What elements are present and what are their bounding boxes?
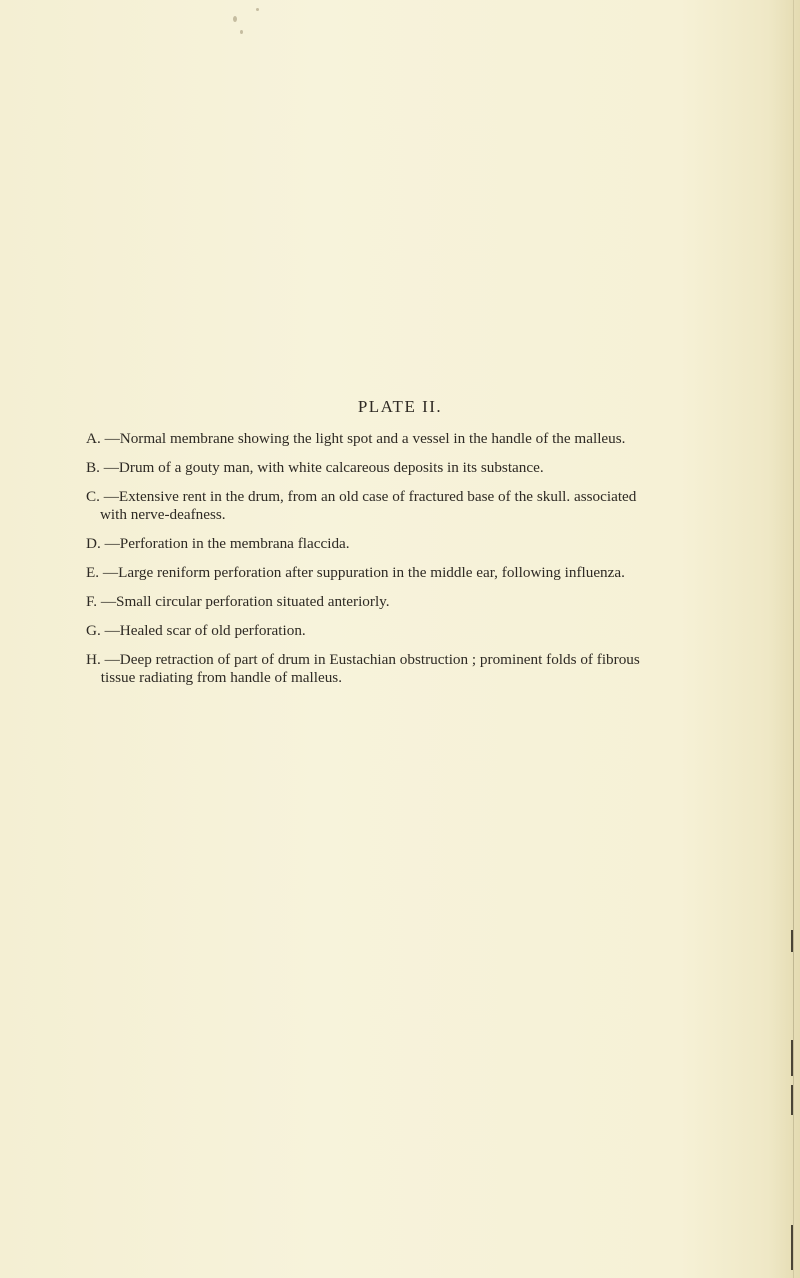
- binding-mark: [791, 1040, 793, 1076]
- paper-speck: [240, 30, 243, 34]
- entry-text: —Perforation in the membrana flaccida.: [104, 535, 350, 552]
- entry-text: —Small circular perforation situated anteriorly.: [100, 593, 390, 610]
- entry-letter: G.: [86, 622, 101, 639]
- paper-speck: [256, 8, 259, 11]
- legend-entry-c: [86, 488, 666, 524]
- legend-entry-b: [86, 459, 666, 477]
- entry-text: —Normal membrane showing the light spot and a vessel in the handle of the malleus.: [104, 430, 626, 447]
- entry-letter: D.: [86, 535, 101, 552]
- legend-entry-f: [86, 593, 666, 611]
- entry-text: —Extensive rent in the drum, from an old case of fractured base of the skull. associated with nerve-deafness.: [99, 488, 637, 523]
- binding-mark: [791, 1225, 793, 1270]
- binding-mark: [791, 930, 793, 952]
- entry-letter: B.: [86, 459, 100, 476]
- legend-entry-g: [86, 622, 666, 640]
- legend-entry-a: [86, 430, 666, 448]
- legend-entry-d: [86, 535, 666, 553]
- page-edge-shadow: [793, 0, 794, 1278]
- plate-legend: [86, 430, 666, 698]
- legend-entry-h: [86, 651, 666, 687]
- binding-mark: [791, 1085, 793, 1115]
- entry-letter: H.: [86, 651, 101, 668]
- legend-entry-e: [86, 564, 666, 582]
- entry-text: —Deep retraction of part of drum in Eustachian obstruction ; prominent folds of fibrous tissue radiating from handle of malleus.: [100, 651, 640, 686]
- plate-title: PLATE II.: [357, 397, 443, 416]
- entry-letter: F.: [86, 593, 98, 610]
- entry-letter: A.: [86, 430, 101, 447]
- entry-letter: C.: [86, 488, 100, 505]
- paper-speck: [233, 16, 237, 22]
- entry-text: —Large reniform perforation after suppuration in the middle ear, following influenza.: [102, 564, 625, 581]
- entry-letter: E.: [86, 564, 100, 581]
- entry-text: —Drum of a gouty man, with white calcareous deposits in its substance.: [103, 459, 544, 476]
- entry-text: —Healed scar of old perforation.: [104, 622, 306, 639]
